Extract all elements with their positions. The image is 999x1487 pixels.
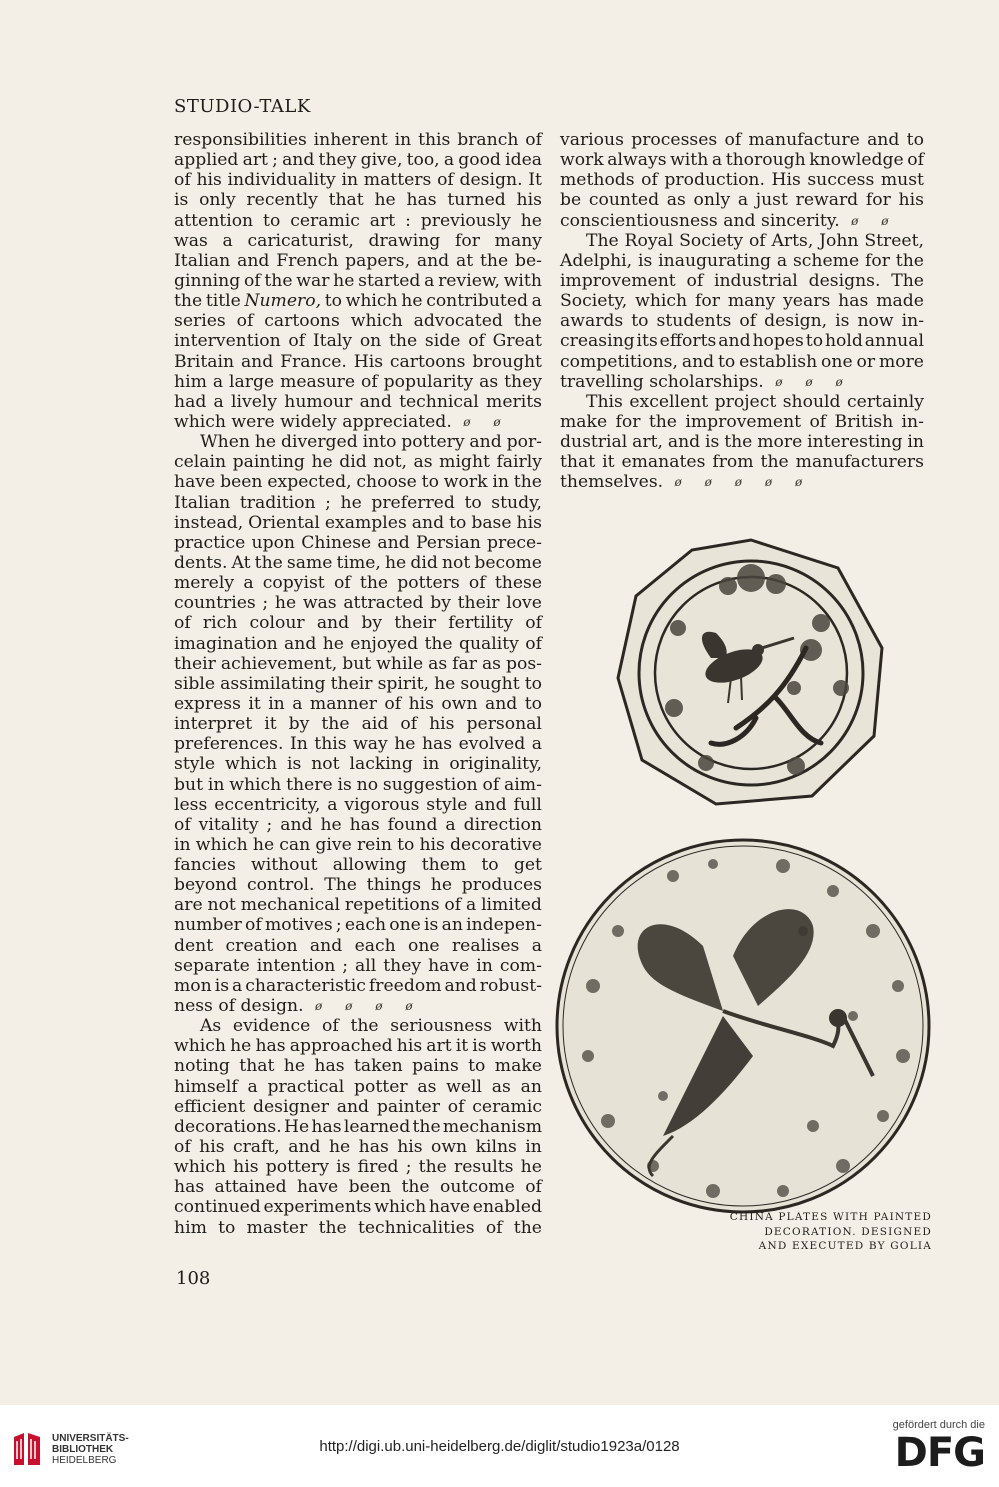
- text-line: of rich colour and by their fertility of: [174, 613, 542, 634]
- text-line: various processes of manufacture and to: [560, 130, 924, 150]
- text-line: has attained have been the outcome of: [174, 1177, 542, 1198]
- text-line: Society, which for many years has made: [560, 291, 924, 312]
- text-line: ness of design. ø ø ø ø: [174, 996, 425, 1017]
- text-line: continued experiments which have enabled: [174, 1197, 542, 1218]
- text-line: conscientiousness and sincerity. ø ø: [560, 210, 900, 231]
- text-line: interpret it by the aid of his personal: [174, 714, 542, 735]
- text-line: which were widely appreciated. ø ø: [174, 411, 513, 432]
- text-line: that it emanates from the manufacturers: [560, 452, 924, 473]
- text-line: are not mechanical repetitions of a limited: [174, 895, 542, 916]
- text-line: series of cartoons which advocated the: [174, 311, 542, 332]
- text-line: style which is not lacking in originality,: [174, 754, 542, 775]
- text-line: of his individuality in matters of design. It: [174, 170, 542, 191]
- text-line: is only recently that he has turned his: [174, 190, 542, 211]
- text-line: Adelphi, is inaugurating a scheme for the: [560, 250, 924, 271]
- text-line: have been expected, choose to work in the: [174, 472, 542, 493]
- text-line: countries ; he was attracted by their love: [174, 593, 542, 614]
- plate-bird-on-branch-image: [616, 538, 886, 808]
- text-line: decorations. He has learned the mechanism: [174, 1116, 542, 1137]
- text-line: imagination and he enjoyed the quality of: [174, 633, 542, 654]
- text-line: awards to students of design, is now in-: [560, 311, 924, 332]
- plate-phoenix-image: [553, 836, 933, 1216]
- text-line: their achievement, but while as far as pos-: [174, 653, 542, 674]
- digitization-footer: [0, 1405, 999, 1487]
- text-line: intervention of Italy on the side of Great: [174, 331, 542, 352]
- text-line: Britain and France. His cartoons brought: [174, 351, 542, 372]
- text-line: This excellent project should certainly: [586, 391, 924, 412]
- running-header: STUDIO-TALK: [174, 96, 311, 117]
- text-line: had a lively humour and technical merits: [174, 391, 542, 412]
- text-line: himself a practical potter as well as an: [174, 1076, 542, 1097]
- text-line: make for the improvement of British in-: [560, 411, 924, 432]
- text-line: Italian tradition ; he preferred to study,: [174, 492, 542, 513]
- text-line: number of motives ; each one is an indepen-: [174, 915, 542, 936]
- text-line: of vitality ; and he has found a direction: [174, 814, 542, 835]
- text-line: methods of production. His success must: [560, 170, 924, 191]
- text-line: celain painting he did not, as might fairly: [174, 452, 542, 473]
- library-line: BIBLIOTHEK: [52, 1443, 114, 1455]
- caption-line: AND EXECUTED BY GOLIA: [758, 1240, 932, 1252]
- text-line: travelling scholarships. ø ø ø: [560, 371, 855, 392]
- text-line: creasing its efforts and hopes to hold annual: [560, 331, 924, 352]
- left-column: [174, 130, 542, 1238]
- text-line: him a large measure of popularity as they: [174, 371, 542, 392]
- text-line: The Royal Society of Arts, John Street,: [586, 230, 924, 251]
- text-line: be counted as only a just reward for his: [560, 190, 924, 211]
- caption-line: DECORATION. DESIGNED: [764, 1225, 932, 1238]
- text-line: As evidence of the seriousness with: [200, 1016, 542, 1037]
- text-line: themselves. ø ø ø ø ø: [560, 472, 814, 493]
- text-line: dents. At the same time, he did not become: [174, 552, 542, 573]
- text-line: merely a copyist of the potters of these: [174, 573, 542, 594]
- text-line: in which he can give rein to his decorative: [174, 834, 542, 855]
- text-line: beyond control. The things he produces: [174, 875, 542, 896]
- library-line: HEIDELBERG: [52, 1454, 117, 1466]
- text-line: applied art ; and they give, too, a good idea: [174, 150, 542, 171]
- sponsor-block[interactable]: [893, 1419, 985, 1475]
- text-line: separate intention ; all they have in com-: [174, 955, 542, 976]
- text-line: preferences. In this way he has evolved a: [174, 734, 542, 755]
- text-line: less eccentricity, a vigorous style and full: [174, 794, 542, 815]
- library-line: UNIVERSITÄTS-: [52, 1432, 129, 1444]
- text-line: ginning of the war he started a review, with: [174, 270, 542, 291]
- sponsor-label: gefördert durch die: [892, 1419, 985, 1431]
- page-number: 108: [176, 1268, 211, 1289]
- caption-line: CHINA PLATES WITH PAINTED: [729, 1211, 932, 1223]
- dfg-logo: DFG: [894, 1430, 985, 1476]
- text-line: sible assimilating their spirit, he sought to: [174, 673, 542, 694]
- text-line: noting that he has taken pains to make: [174, 1056, 542, 1077]
- text-line: improvement of industrial designs. The: [560, 270, 924, 291]
- text-line: fancies without allowing them to get: [174, 855, 542, 876]
- permalink-url[interactable]: http://digi.ub.uni-heidelberg.de/diglit/studio1923a/0128: [319, 1438, 680, 1455]
- right-column: [560, 130, 924, 493]
- text-line: was a caricaturist, drawing for many: [174, 230, 542, 251]
- text-line: mon is a characteristic freedom and robust-: [174, 975, 542, 996]
- text-line: When he diverged into pottery and por-: [200, 432, 542, 453]
- text-line: Italian and French papers, and at the be-: [174, 250, 542, 271]
- text-line: work always with a thorough knowledge of: [560, 150, 924, 171]
- text-line: him to master the technicalities of the: [174, 1217, 542, 1238]
- text-line: express it in a manner of his own and to: [174, 693, 542, 714]
- text-line: attention to ceramic art : previously he: [174, 210, 542, 231]
- text-line: dustrial art, and is the more interesting in: [560, 432, 924, 453]
- text-line: which he has approached his art it is worth: [174, 1036, 542, 1057]
- figure-caption: [700, 1210, 932, 1254]
- text-line: the title Numero, to which he contributed a: [174, 291, 542, 312]
- text-line: practice upon Chinese and Persian prece-: [174, 532, 542, 553]
- text-line: which his pottery is fired ; the results he: [174, 1157, 542, 1178]
- text-line: instead, Oriental examples and to base his: [174, 512, 542, 533]
- text-line: dent creation and each one realises a: [174, 935, 542, 956]
- text-line: but in which there is no suggestion of aim-: [174, 774, 542, 795]
- text-line: competitions, and to establish one or more: [560, 351, 924, 372]
- text-line: responsibilities inherent in this branch of: [174, 130, 542, 150]
- text-line: of his craft, and he has his own kilns in: [174, 1137, 542, 1158]
- text-line: efficient designer and painter of ceramic: [174, 1096, 542, 1117]
